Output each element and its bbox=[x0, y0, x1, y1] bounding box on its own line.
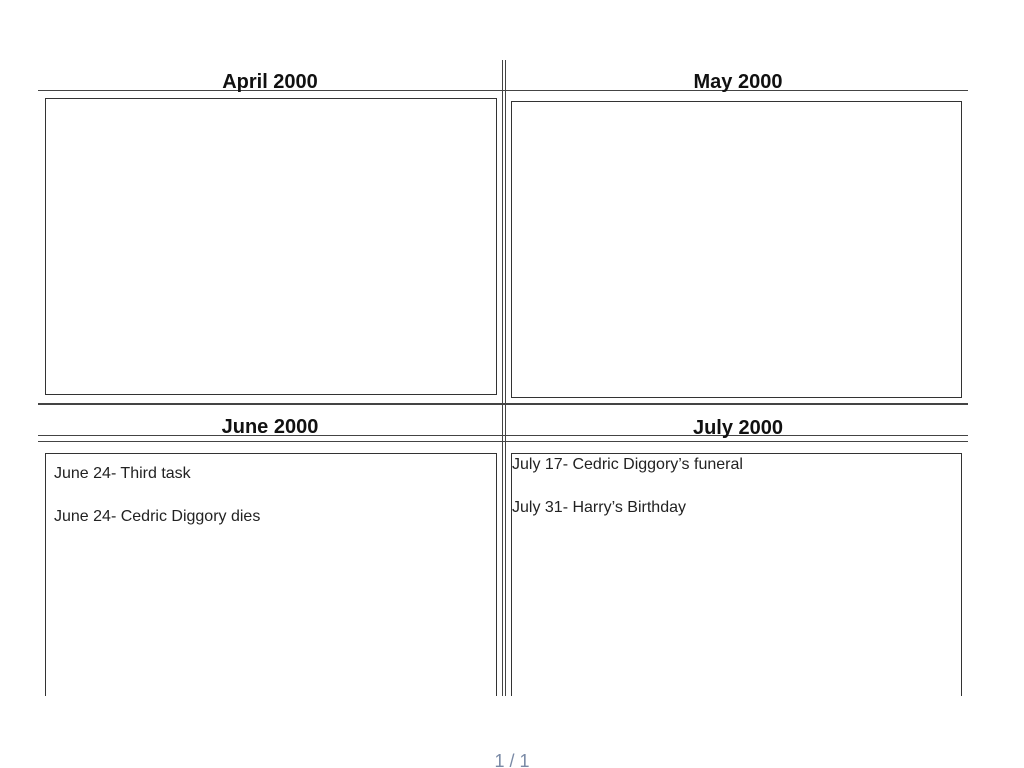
vertical-divider-right bbox=[505, 60, 506, 696]
month-box-july bbox=[511, 453, 962, 696]
month-title-april: April 2000 bbox=[222, 71, 318, 93]
list-item: June 24- Third task bbox=[54, 465, 191, 482]
month-title-july: July 2000 bbox=[692, 417, 784, 439]
month-box-april bbox=[45, 98, 497, 395]
header-rule-bottom-2 bbox=[38, 441, 968, 442]
list-item: July 31- Harry’s Birthday bbox=[512, 499, 686, 516]
month-box-june bbox=[45, 453, 497, 696]
page-indicator: 1 / 1 bbox=[494, 751, 530, 768]
list-item: July 17- Cedric Diggory’s funeral bbox=[512, 456, 743, 473]
month-title-june: June 2000 bbox=[221, 416, 319, 438]
row-separator bbox=[38, 403, 968, 405]
month-title-may: May 2000 bbox=[693, 71, 783, 93]
month-box-may bbox=[511, 101, 962, 398]
list-item: June 24- Cedric Diggory dies bbox=[54, 508, 261, 525]
vertical-divider-left bbox=[502, 60, 503, 696]
